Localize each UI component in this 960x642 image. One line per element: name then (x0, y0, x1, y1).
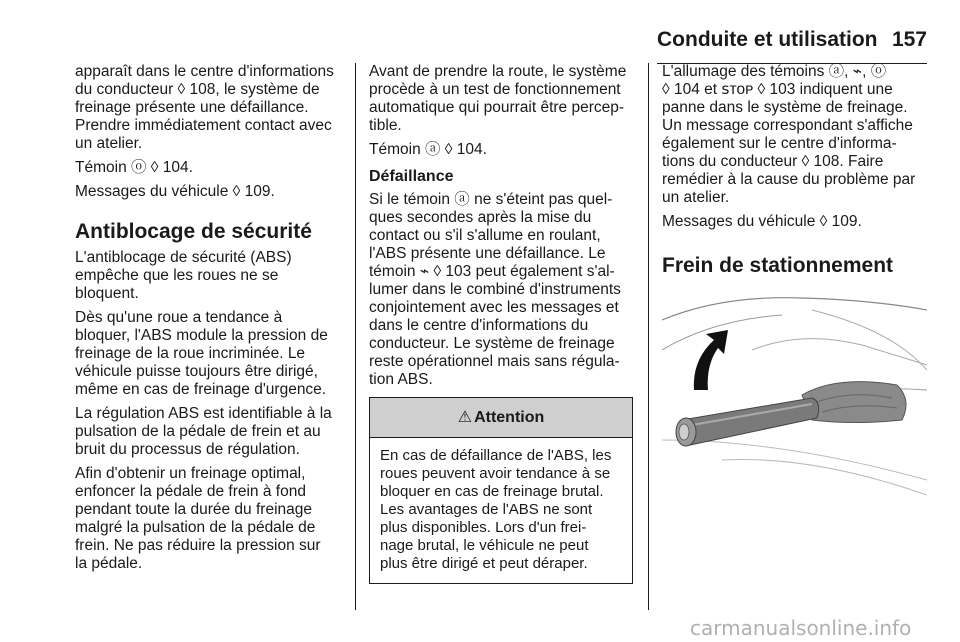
page-header (657, 24, 927, 64)
paragraph: Messages du véhicule ◊ 109. (75, 183, 275, 200)
column-divider (355, 63, 356, 610)
parking-brake-drawing (662, 290, 927, 500)
section-heading: Frein de stationnement (662, 254, 894, 277)
section-heading: Antiblocage de sécurité (75, 220, 312, 243)
paragraph: Si le témoin ⓐ ne s'éteint pas quel- ques secondes après la mise du contact ou s'il s'allume en roulant, l'ABS présente une défaillance. Le témoin ⌁ ◊ 103 peut également s'al- lumer dans le combiné d'instruments conjointement avec les messages et dans le centre d'informations du conducteur. Le système de freinage reste opérationnel mais sans régula- tion ABS. (369, 191, 621, 388)
column-1 (75, 63, 345, 579)
parking-brake-illustration (662, 290, 927, 500)
subsection-heading: Défaillance (369, 168, 454, 185)
column-2 (369, 63, 633, 584)
warning-title: Attention (474, 409, 545, 426)
paragraph: apparaît dans le centre d'informations du conducteur ◊ 108, le système de freinage présente une défaillance. Prendre immédiatement contact avec un atelier. (75, 63, 334, 152)
paragraph: Témoin ⓞ ◊ 104. (75, 159, 193, 176)
column-3 (662, 63, 927, 283)
page-number: 157 (891, 28, 927, 51)
paragraph: La régulation ABS est identifiable à la pulsation de la pédale de frein et au bruit du processus de régulation. (75, 405, 332, 458)
warning-header (370, 398, 632, 438)
warning-body: En cas de défaillance de l'ABS, les roues peuvent avoir tendance à se bloquer en cas de freinage brutal. Les avantages de l'ABS ne sont plus disponibles. Lors d'un frei- nage brutal, le véhicule ne peut plus être dirigé et peut déraper. (380, 447, 612, 572)
column-divider (648, 63, 649, 610)
section-title: Conduite et utilisation (657, 28, 878, 51)
warning-triangle-icon: ⚠ (457, 409, 473, 426)
warning-box (369, 397, 633, 584)
watermark: carmanualsonline.info (690, 616, 912, 640)
paragraph: L'allumage des témoins ⓐ, ⌁, ⓞ ◊ 104 et ꜱᴛᴏᴘ ◊ 103 indiquent une panne dans le système de freinage. Un message correspondant s'affiche également sur le centre d'informa- tions du conducteur ◊ 108. Faire remédier à la cause du problème par un atelier. (662, 63, 916, 206)
paragraph: Afin d'obtenir un freinage optimal, enfoncer la pédale de frein à fond pendant toute la durée du freinage malgré la pulsation de la pédale de frein. Ne pas réduire la pression sur la pédale. (75, 465, 321, 572)
paragraph: Témoin ⓐ ◊ 104. (369, 141, 487, 158)
paragraph: Dès qu'une roue a tendance à bloquer, l'ABS module la pression de freinage de la roue incriminée. Le véhicule puisse toujours être dirigé, même en cas de freinage d'urgence. (75, 309, 328, 398)
paragraph: Messages du véhicule ◊ 109. (662, 213, 862, 230)
paragraph: Avant de prendre la route, le système procède à un test de fonctionnement automatique qui pourrait être percep- tible. (369, 63, 627, 134)
paragraph: L'antiblocage de sécurité (ABS) empêche que les roues ne se bloquent. (75, 249, 292, 302)
